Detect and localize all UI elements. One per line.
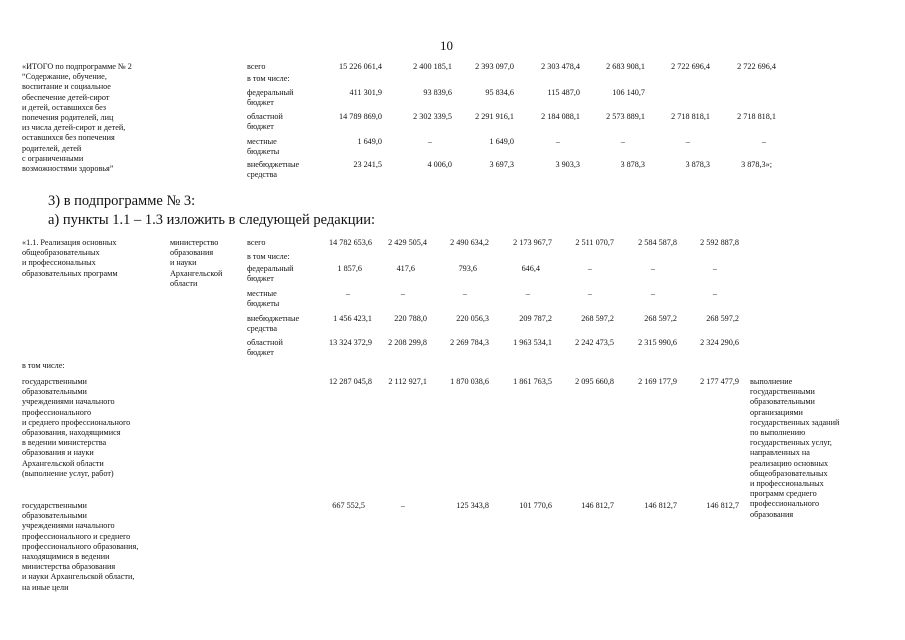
sub2-cell: 146 812,7 bbox=[644, 501, 677, 510]
sub1-cell: 1 861 763,5 bbox=[513, 377, 552, 386]
heading-items-1-1-1-3: а) пункты 1.1 – 1.3 изложить в следующей редакции: bbox=[48, 212, 376, 228]
sub1-cell: 12 287 045,8 bbox=[329, 377, 372, 386]
block1-row-label: всего bbox=[247, 62, 266, 71]
sub2-cell: 101 770,6 bbox=[519, 501, 552, 510]
block2-title: «1.1. Реализация основных общеобразовательных и профессиональных образовательных программ bbox=[22, 238, 118, 278]
block2-cell: 2 315 990,6 bbox=[638, 338, 677, 347]
block1-cell: – bbox=[427, 137, 432, 146]
block1-row-label: в том числе: bbox=[247, 74, 290, 83]
block1-cell: 2 393 097,0 bbox=[475, 62, 514, 71]
block1-cell: – bbox=[685, 137, 690, 146]
sub2-cell: 146 812,7 bbox=[581, 501, 614, 510]
sub1-cell: 2 169 177,9 bbox=[638, 377, 677, 386]
block1-cell: 3 878,3 bbox=[685, 160, 710, 169]
heading-subprogram-3: 3) в подпрограмме № 3: bbox=[48, 193, 196, 209]
sub1-cell: 2 095 660,8 bbox=[575, 377, 614, 386]
block1-cell: 4 006,0 bbox=[427, 160, 452, 169]
block2-cell: 2 242 473,5 bbox=[575, 338, 614, 347]
block2-row-label: областной бюджет bbox=[247, 338, 283, 358]
block2-row-label: внебюджетные средства bbox=[247, 314, 300, 334]
block2-cell: 1 963 534,1 bbox=[513, 338, 552, 347]
sub2-cell: 125 343,8 bbox=[456, 501, 489, 510]
block1-cell: 106 140,7 bbox=[612, 88, 645, 97]
sub1-cell: 1 870 038,6 bbox=[450, 377, 489, 386]
block2-cell: 220 788,0 bbox=[394, 314, 427, 323]
block1-cell: 2 303 478,4 bbox=[541, 62, 580, 71]
block1-cell: 1 649,0 bbox=[357, 137, 382, 146]
block2-row-label: местные бюджеты bbox=[247, 289, 280, 309]
block2-cell: – bbox=[345, 289, 350, 298]
block2-cell: 268 597,2 bbox=[706, 314, 739, 323]
block1-cell: 3 903,3 bbox=[555, 160, 580, 169]
block2-cell: 209 787,2 bbox=[519, 314, 552, 323]
block1-cell: – bbox=[761, 137, 766, 146]
block2-cell: 1 456 423,1 bbox=[333, 314, 372, 323]
block2-cell: 13 324 372,9 bbox=[329, 338, 372, 347]
block1-cell: 2 573 889,1 bbox=[606, 112, 645, 121]
block1-cell: 23 241,5 bbox=[353, 160, 382, 169]
block1-cell: 2 718 818,1 bbox=[737, 112, 776, 121]
block1-cell: 3 878,3 bbox=[620, 160, 645, 169]
block2-cell: – bbox=[712, 289, 717, 298]
block1-cell: 2 302 339,5 bbox=[413, 112, 452, 121]
sub1-cell: 2 112 927,1 bbox=[388, 377, 427, 386]
expected-result: выполнение государственными образовательными организациями государственных заданий по выполнению государственных услуг, направленных на реализацию основных общеобразовательных и профессиональных программ среднего профессионального образования bbox=[750, 377, 840, 519]
block2-row-label: федеральный бюджет bbox=[247, 264, 294, 284]
block1-cell: 411 301,9 bbox=[349, 88, 382, 97]
block1-cell: 2 184 088,1 bbox=[541, 112, 580, 121]
block2-cell: 2 269 784,3 bbox=[450, 338, 489, 347]
block2-cell: – bbox=[587, 264, 592, 273]
block1-row-label: местные бюджеты bbox=[247, 137, 280, 157]
sub1-description: государственными образовательными учреждениями начального профессионального и среднего профессионального образования, находящимися в ведении министерства образования и науки Архангельской области (выполнение услуг, работ) bbox=[22, 377, 131, 478]
block2-cell: 2 490 634,2 bbox=[450, 238, 489, 247]
block2-cell: 2 511 070,7 bbox=[575, 238, 614, 247]
block1-cell: 3 878,3»; bbox=[741, 160, 772, 169]
block1-row-label: внебюджетные средства bbox=[247, 160, 300, 180]
block1-cell: 14 789 869,0 bbox=[339, 112, 382, 121]
block1-row-label: областной бюджет bbox=[247, 112, 283, 132]
block1-cell: 1 649,0 bbox=[489, 137, 514, 146]
block2-executor: министерство образования и науки Архангельской области bbox=[170, 238, 223, 288]
block2-row-label: в том числе: bbox=[247, 252, 290, 261]
block2-cell: 646,4 bbox=[521, 264, 540, 273]
block1-cell: 15 226 061,4 bbox=[339, 62, 382, 71]
block1-cell: 93 839,6 bbox=[423, 88, 452, 97]
block2-cell: 1 857,6 bbox=[337, 264, 362, 273]
block2-cell: – bbox=[712, 264, 717, 273]
block1-row-label: федеральный бюджет bbox=[247, 88, 294, 108]
block1-cell: 2 291 916,1 bbox=[475, 112, 514, 121]
block2-cell: – bbox=[587, 289, 592, 298]
block1-cell: – bbox=[620, 137, 625, 146]
block2-cell: 14 782 653,6 bbox=[329, 238, 372, 247]
block2-cell: 2 584 587,8 bbox=[638, 238, 677, 247]
block2-row-label: всего bbox=[247, 238, 266, 247]
block1-cell: 95 834,6 bbox=[485, 88, 514, 97]
block2-cell: 220 056,3 bbox=[456, 314, 489, 323]
block2-cell: 2 592 887,8 bbox=[700, 238, 739, 247]
block1-cell: 115 487,0 bbox=[547, 88, 580, 97]
block1-cell: 2 400 185,1 bbox=[413, 62, 452, 71]
sub2-cell: – bbox=[400, 501, 405, 510]
block2-cell: 2 173 967,7 bbox=[513, 238, 552, 247]
block2-cell: – bbox=[650, 289, 655, 298]
block2-cell: 793,6 bbox=[458, 264, 477, 273]
block2-cell: 2 429 505,4 bbox=[388, 238, 427, 247]
block2-cell: 2 324 290,6 bbox=[700, 338, 739, 347]
block1-cell: 2 722 696,4 bbox=[671, 62, 710, 71]
block2-cell: 417,6 bbox=[396, 264, 415, 273]
sub2-cell: 146 812,7 bbox=[706, 501, 739, 510]
block1-title: «ИТОГО по подпрограмме № 2 “Содержание, обучение, воспитание и социальное обеспечение детей-сирот и детей, оставшихся без попечения родителей, лиц из числа детей-сирот и детей, оставшихся без попечения родителей, детей с ограниченными возможностями здоровья” bbox=[22, 62, 132, 174]
block2-cell: – bbox=[650, 264, 655, 273]
block1-cell: 2 718 818,1 bbox=[671, 112, 710, 121]
block2-cell: – bbox=[462, 289, 467, 298]
including-label: в том числе: bbox=[22, 361, 65, 370]
block1-cell: 2 722 696,4 bbox=[737, 62, 776, 71]
block2-cell: 268 597,2 bbox=[644, 314, 677, 323]
block2-cell: 2 208 299,8 bbox=[388, 338, 427, 347]
block2-cell: 268 597,2 bbox=[581, 314, 614, 323]
page-number: 10 bbox=[440, 38, 453, 53]
block1-cell: – bbox=[555, 137, 560, 146]
block2-cell: – bbox=[525, 289, 530, 298]
sub2-description: государственными образовательными учреждениями начального профессионального и среднего профессионального образования, находящимися в ведении министерства образования и науки Архангельской области, на иные цели bbox=[22, 501, 139, 592]
block1-cell: 3 697,3 bbox=[489, 160, 514, 169]
block2-cell: – bbox=[400, 289, 405, 298]
sub1-cell: 2 177 477,9 bbox=[700, 377, 739, 386]
block1-cell: 2 683 908,1 bbox=[606, 62, 645, 71]
sub2-cell: 667 552,5 bbox=[332, 501, 365, 510]
